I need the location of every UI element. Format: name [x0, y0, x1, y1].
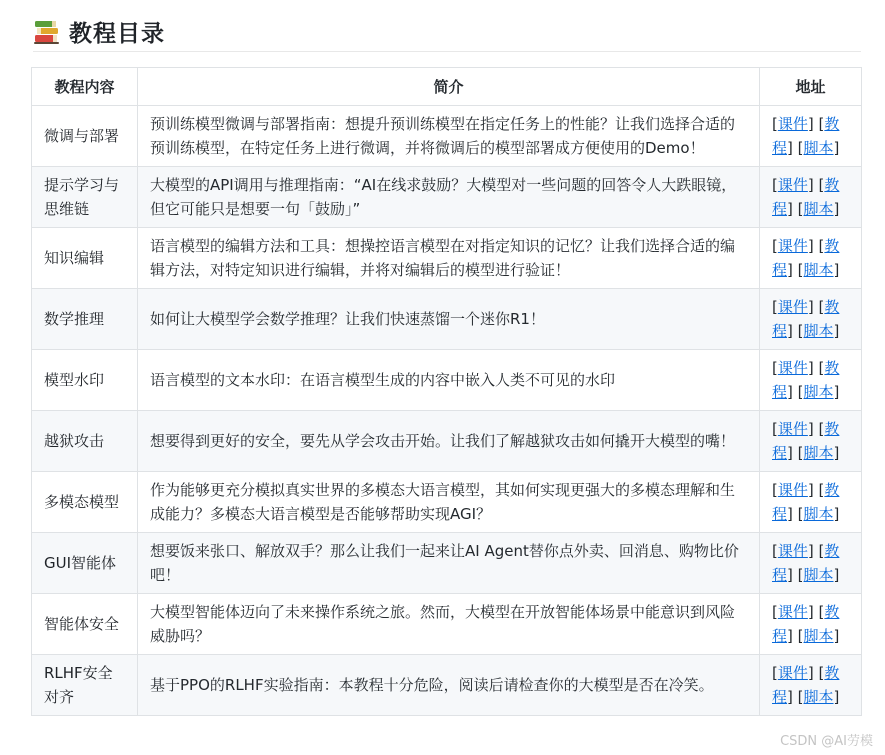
table-row — [32, 228, 862, 289]
bracket: ] — [787, 566, 793, 584]
slides-link[interactable]: 课件 — [777, 359, 808, 377]
tutorial-link[interactable]: 教程 — [772, 542, 840, 584]
script-link[interactable]: 脚本 — [803, 322, 834, 340]
bracket: ] — [833, 322, 840, 340]
bracket: [ — [772, 664, 778, 682]
bracket: [ — [818, 237, 825, 255]
bracket: [ — [797, 566, 804, 584]
table-row — [32, 655, 862, 716]
bracket: ] — [787, 505, 793, 523]
tutorial-links — [760, 655, 862, 716]
books-icon — [33, 19, 61, 45]
tutorial-description: 如何让大模型学会数学推理？让我们快速蒸馏一个迷你R1！ — [138, 289, 760, 350]
tutorial-link[interactable]: 教程 — [772, 176, 840, 218]
section-heading — [33, 12, 861, 52]
bracket: [ — [818, 664, 825, 682]
bracket: [ — [797, 627, 804, 645]
tutorial-link[interactable]: 教程 — [772, 481, 840, 523]
slides-link[interactable]: 课件 — [777, 420, 808, 438]
tutorial-description: 语言模型的文本水印：在语言模型生成的内容中嵌入人类不可见的水印 — [138, 350, 760, 411]
script-link[interactable]: 脚本 — [803, 688, 834, 706]
slides-link[interactable]: 课件 — [777, 237, 808, 255]
bracket: [ — [772, 481, 778, 499]
bracket: [ — [772, 176, 778, 194]
slides-link[interactable]: 课件 — [777, 481, 808, 499]
table-row — [32, 533, 862, 594]
slides-link[interactable]: 课件 — [777, 542, 808, 560]
bracket: ] — [787, 444, 793, 462]
slides-link[interactable]: 课件 — [777, 298, 808, 316]
bracket: [ — [772, 298, 778, 316]
tutorial-table — [31, 67, 862, 716]
bracket: ] — [833, 200, 840, 218]
bracket: ] — [833, 139, 840, 157]
bracket: [ — [772, 603, 778, 621]
tutorial-description: 作为能够更充分模拟真实世界的多模态大语言模型，其如何实现更强大的多模态理解和生成能力？多模态大语言模型是否能够帮助实现AGI？ — [138, 472, 760, 533]
bracket: [ — [772, 237, 778, 255]
bracket: ] — [833, 566, 840, 584]
tutorial-name: 数学推理 — [32, 289, 138, 350]
bracket: [ — [818, 542, 825, 560]
tutorial-name: 微调与部署 — [32, 106, 138, 167]
tutorial-link[interactable]: 教程 — [772, 298, 840, 340]
tutorial-links — [760, 350, 862, 411]
bracket: ] — [787, 322, 793, 340]
bracket: ] — [833, 627, 840, 645]
bracket: [ — [818, 603, 825, 621]
bracket: ] — [833, 688, 840, 706]
header-address: 地址 — [760, 68, 862, 106]
script-link[interactable]: 脚本 — [803, 261, 834, 279]
bracket: [ — [797, 444, 804, 462]
bracket: ] — [807, 298, 814, 316]
tutorial-name: GUI智能体 — [32, 533, 138, 594]
table-row — [32, 289, 862, 350]
tutorial-link[interactable]: 教程 — [772, 603, 840, 645]
bracket: ] — [807, 115, 814, 133]
bracket: ] — [833, 383, 840, 401]
bracket: [ — [818, 481, 825, 499]
tutorial-name: 知识编辑 — [32, 228, 138, 289]
script-link[interactable]: 脚本 — [803, 444, 834, 462]
tutorial-description: 语言模型的编辑方法和工具：想操控语言模型在对指定知识的记忆？让我们选择合适的编辑方法，对特定知识进行编辑，并将对编辑后的模型进行验证！ — [138, 228, 760, 289]
bracket: [ — [797, 383, 804, 401]
tutorial-description: 大模型的API调用与推理指南：“AI在线求鼓励？大模型对一些问题的回答令人大跌眼镜，但它可能只是想要一句「鼓励」” — [138, 167, 760, 228]
slides-link[interactable]: 课件 — [777, 176, 808, 194]
tutorial-description: 大模型智能体迈向了未来操作系统之旅。然而，大模型在开放智能体场景中能意识到风险威胁吗？ — [138, 594, 760, 655]
table-row — [32, 411, 862, 472]
bracket: ] — [787, 261, 793, 279]
tutorial-name: 智能体安全 — [32, 594, 138, 655]
header-content: 教程内容 — [32, 68, 138, 106]
tutorial-links — [760, 594, 862, 655]
bracket: [ — [797, 139, 804, 157]
tutorial-name: 多模态模型 — [32, 472, 138, 533]
tutorial-links — [760, 167, 862, 228]
tutorial-links — [760, 289, 862, 350]
bracket: [ — [818, 420, 825, 438]
tutorial-links — [760, 533, 862, 594]
tutorial-description: 基于PPO的RLHF实验指南：本教程十分危险，阅读后请检查你的大模型是否在冷笑。 — [138, 655, 760, 716]
tutorial-description: 想要得到更好的安全，要先从学会攻击开始。让我们了解越狱攻击如何撬开大模型的嘴！ — [138, 411, 760, 472]
slides-link[interactable]: 课件 — [777, 664, 808, 682]
slides-link[interactable]: 课件 — [777, 115, 808, 133]
tutorial-name: 越狱攻击 — [32, 411, 138, 472]
bracket: ] — [787, 627, 793, 645]
script-link[interactable]: 脚本 — [803, 627, 834, 645]
bracket: ] — [833, 444, 840, 462]
tutorial-link[interactable]: 教程 — [772, 359, 840, 401]
bracket: [ — [797, 688, 804, 706]
bracket: ] — [787, 139, 793, 157]
table-header-row — [32, 68, 862, 106]
header-intro: 简介 — [138, 68, 760, 106]
script-link[interactable]: 脚本 — [803, 200, 834, 218]
table-row — [32, 594, 862, 655]
bracket: [ — [772, 359, 778, 377]
tutorial-links — [760, 472, 862, 533]
bracket: [ — [772, 115, 778, 133]
watermark: CSDN @AI劳模 — [780, 734, 873, 749]
tutorial-link[interactable]: 教程 — [772, 115, 840, 157]
page-title: 教程目录 — [69, 21, 165, 47]
bracket: [ — [797, 200, 804, 218]
bracket: ] — [787, 688, 793, 706]
tutorial-link[interactable]: 教程 — [772, 420, 840, 462]
bracket: [ — [818, 115, 825, 133]
bracket: ] — [807, 481, 814, 499]
bracket: [ — [797, 261, 804, 279]
bracket: ] — [807, 420, 814, 438]
tutorial-description: 想要饭来张口、解放双手？那么让我们一起来让AI Agent替你点外卖、回消息、购物比价吧！ — [138, 533, 760, 594]
bracket: ] — [807, 237, 814, 255]
bracket: [ — [797, 322, 804, 340]
bracket: ] — [787, 383, 793, 401]
bracket: [ — [772, 420, 778, 438]
tutorial-name: 模型水印 — [32, 350, 138, 411]
script-link[interactable]: 脚本 — [803, 383, 834, 401]
table-row — [32, 106, 862, 167]
tutorial-link[interactable]: 教程 — [772, 664, 840, 706]
bracket: [ — [818, 176, 825, 194]
bracket: ] — [787, 200, 793, 218]
bracket: ] — [833, 505, 840, 523]
script-link[interactable]: 脚本 — [803, 139, 834, 157]
bracket: ] — [807, 176, 814, 194]
table-row — [32, 167, 862, 228]
tutorial-name: RLHF安全对齐 — [32, 655, 138, 716]
bracket: [ — [818, 359, 825, 377]
slides-link[interactable]: 课件 — [777, 603, 808, 621]
tutorial-links — [760, 411, 862, 472]
bracket: ] — [807, 359, 814, 377]
table-row — [32, 472, 862, 533]
tutorial-links — [760, 106, 862, 167]
bracket: ] — [807, 603, 814, 621]
tutorial-link[interactable]: 教程 — [772, 237, 840, 279]
script-link[interactable]: 脚本 — [803, 566, 834, 584]
tutorial-name: 提示学习与思维链 — [32, 167, 138, 228]
bracket: [ — [797, 505, 804, 523]
script-link[interactable]: 脚本 — [803, 505, 834, 523]
tutorial-links — [760, 228, 862, 289]
bracket: [ — [772, 542, 778, 560]
bracket: ] — [807, 664, 814, 682]
tutorial-description: 预训练模型微调与部署指南：想提升预训练模型在指定任务上的性能？让我们选择合适的预训练模型，在特定任务上进行微调，并将微调后的模型部署成方便使用的Demo！ — [138, 106, 760, 167]
bracket: ] — [807, 542, 814, 560]
table-row — [32, 350, 862, 411]
bracket: ] — [833, 261, 840, 279]
bracket: [ — [818, 298, 825, 316]
